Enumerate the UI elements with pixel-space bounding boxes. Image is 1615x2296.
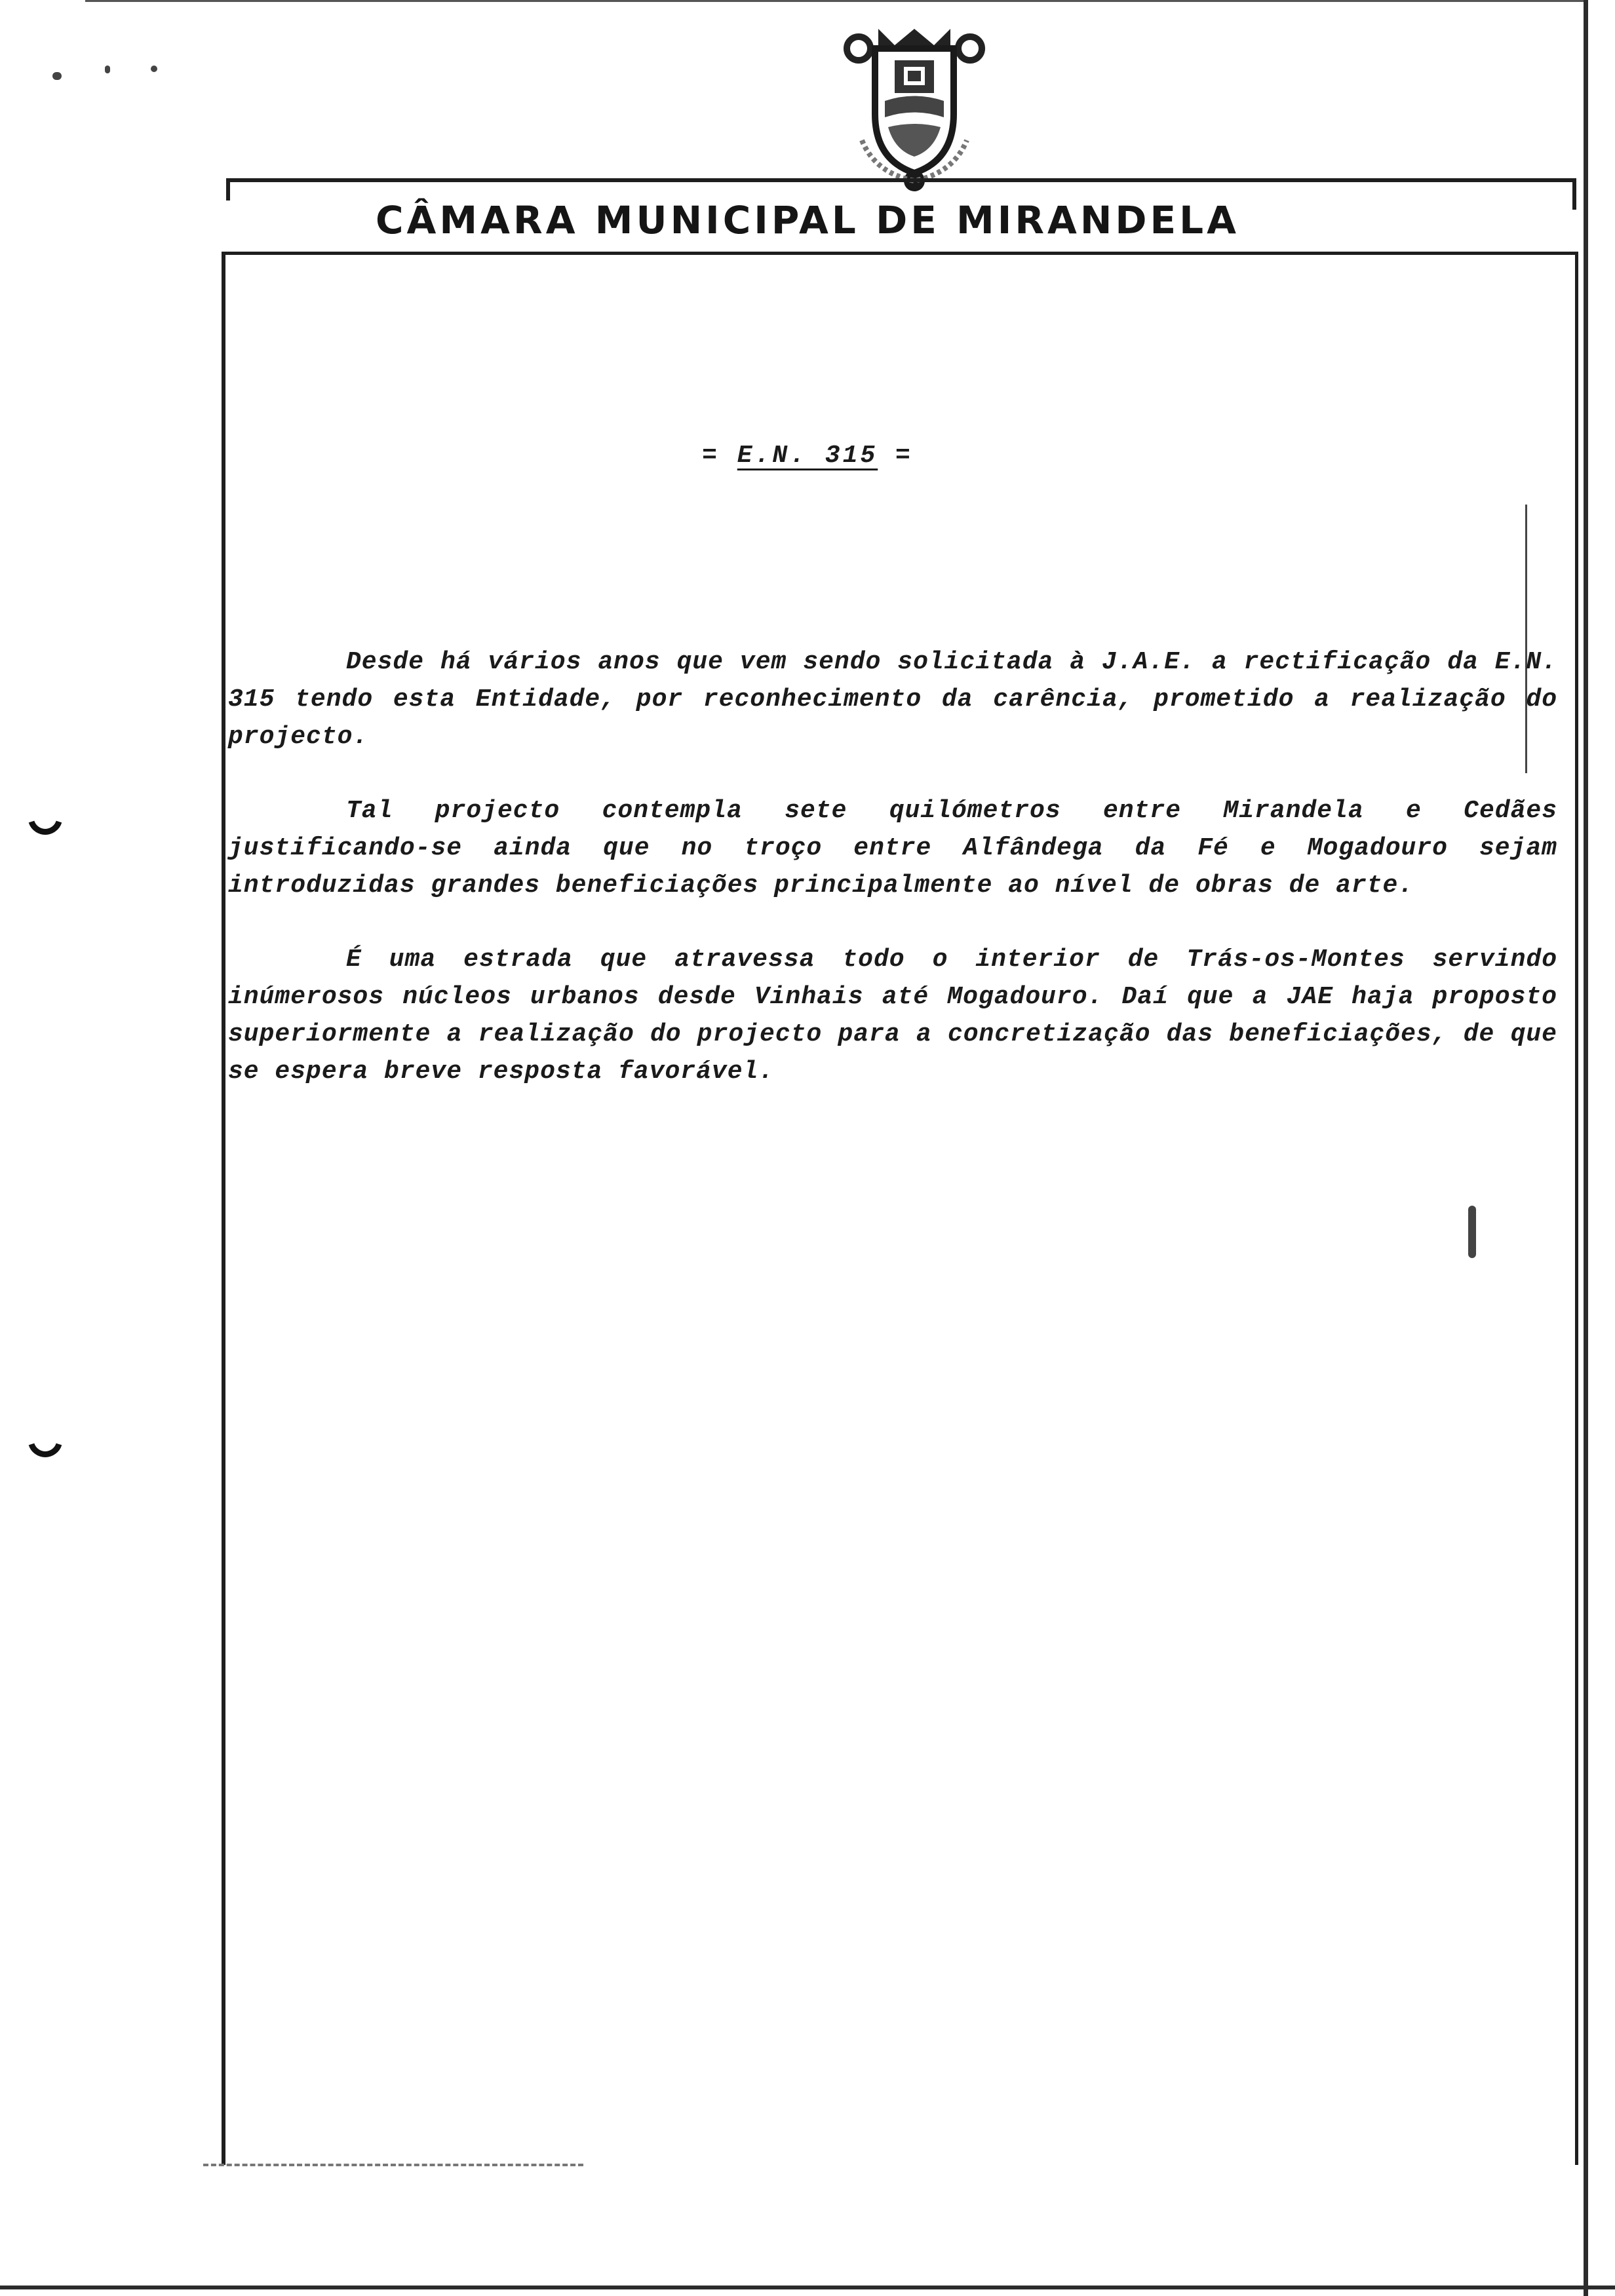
paragraph: Tal projecto contempla sete quilómetros entre Mirandela e Cedães justificando-se ainda que no troço entre Alfândega da Fé e Mogadouro sejam introduzidas grandes beneficiações principalmente ao nível de obras de arte. bbox=[228, 797, 1557, 900]
road-code: E.N. 315 bbox=[737, 442, 878, 470]
coat-of-arms-icon bbox=[823, 9, 1006, 193]
punch-hole-icon bbox=[28, 813, 63, 848]
header-rule bbox=[226, 178, 1576, 201]
heading-suffix: = bbox=[895, 442, 913, 470]
frame-bottom-dashes bbox=[203, 2164, 583, 2166]
scan-speck bbox=[52, 72, 62, 80]
content-frame bbox=[222, 252, 1578, 2165]
page-top-edge bbox=[85, 0, 1586, 2]
page-right-edge bbox=[1584, 0, 1588, 2296]
heading-prefix: = bbox=[702, 442, 720, 470]
document-body bbox=[228, 643, 1557, 1127]
punch-hole-icon bbox=[28, 1435, 63, 1470]
scan-speck bbox=[105, 66, 110, 73]
document-heading bbox=[0, 442, 1615, 470]
page-bottom-edge bbox=[0, 2286, 1615, 2289]
organization-title: CÂMARA MUNICIPAL DE MIRANDELA bbox=[375, 198, 1240, 242]
scan-speck bbox=[151, 66, 157, 72]
paragraph: Desde há vários anos que vem sendo solicitada à J.A.E. a rectificação da E.N. 315 tendo esta Entidade, por reconhecimento da carência, prometido a realização do projecto. bbox=[228, 648, 1557, 751]
paragraph: É uma estrada que atravessa todo o interior de Trás-os-Montes servindo inúmerosos núcleos urbanos desde Vinhais até Mogadouro. Daí que a JAE haja proposto superiormente a realização do projecto para a concretização das beneficiações, de que se espera breve resposta favorável. bbox=[228, 946, 1557, 1086]
